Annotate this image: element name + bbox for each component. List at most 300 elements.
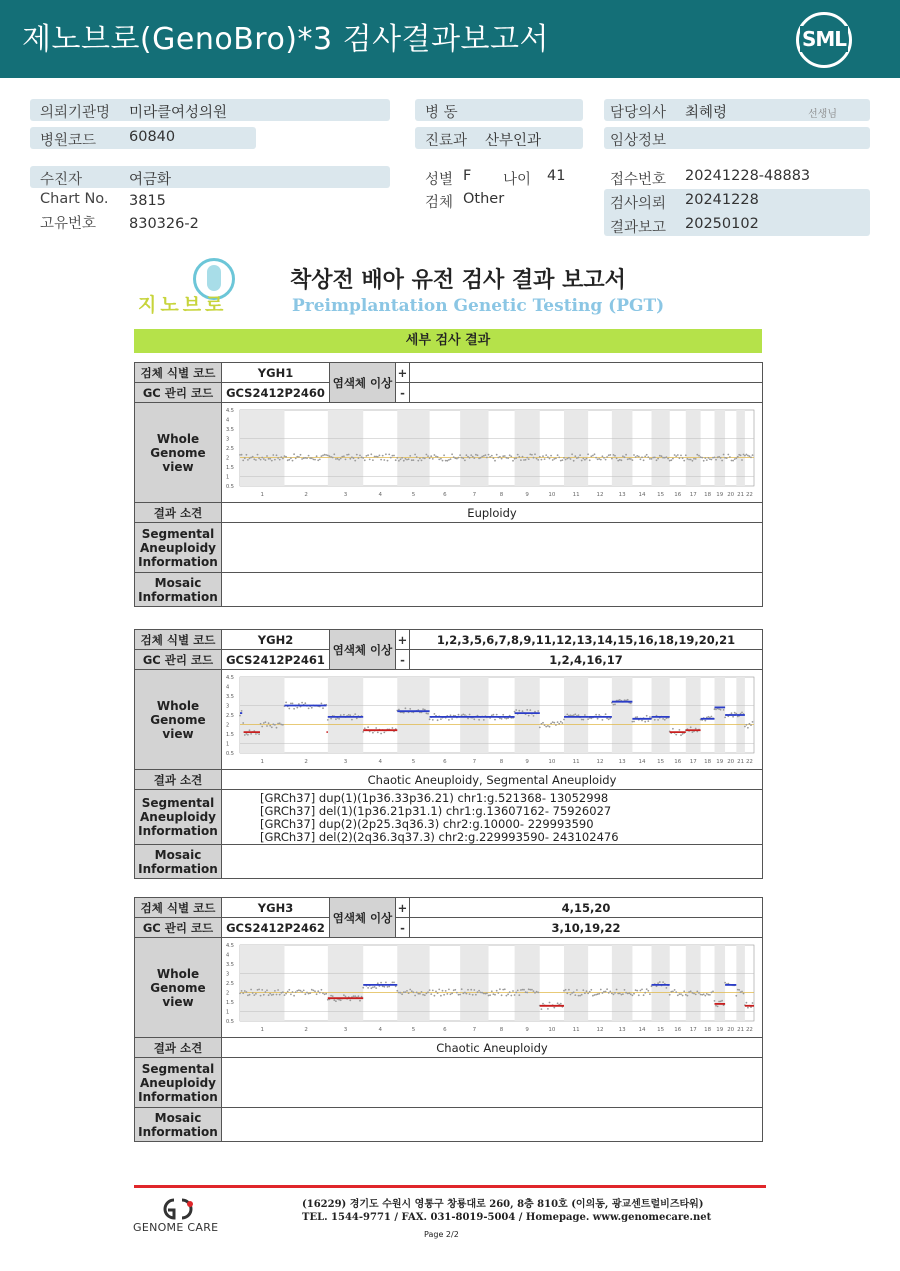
data-point bbox=[506, 717, 508, 719]
data-point bbox=[244, 457, 246, 459]
data-point bbox=[406, 990, 408, 992]
data-point bbox=[570, 458, 572, 460]
data-point bbox=[370, 453, 372, 455]
receipt-value: 20241228-48883 bbox=[685, 168, 811, 184]
chromosome-band bbox=[652, 945, 670, 1021]
data-point bbox=[296, 989, 298, 991]
request-label: 검사의뢰 bbox=[610, 196, 667, 212]
abnormality-label: 염색체 이상 bbox=[330, 363, 396, 403]
data-point bbox=[353, 995, 355, 997]
data-point bbox=[539, 726, 541, 728]
data-point bbox=[491, 454, 493, 456]
data-point bbox=[517, 453, 519, 455]
data-point bbox=[512, 990, 514, 992]
data-point bbox=[448, 459, 450, 461]
whole-genome-plot-cell bbox=[222, 670, 763, 770]
whole-genome-plot bbox=[224, 406, 757, 500]
data-point bbox=[284, 455, 286, 457]
y-tick-label: 4.5 bbox=[226, 674, 234, 681]
data-point bbox=[438, 988, 440, 990]
data-point bbox=[440, 718, 442, 720]
finding-label: 결과 소견 bbox=[135, 503, 222, 523]
data-point bbox=[666, 987, 668, 989]
data-point bbox=[679, 993, 681, 995]
data-point bbox=[724, 457, 726, 459]
x-tick-label: 19 bbox=[716, 491, 724, 498]
data-point bbox=[411, 459, 413, 461]
data-point bbox=[670, 459, 672, 461]
data-point bbox=[263, 458, 265, 460]
x-tick-label: 8 bbox=[499, 491, 504, 498]
data-point bbox=[322, 454, 324, 456]
data-point bbox=[246, 991, 248, 993]
y-tick-label: 2 bbox=[226, 722, 230, 728]
data-point bbox=[345, 995, 347, 997]
data-point bbox=[282, 457, 284, 459]
institution-value: 미라클여성의원 bbox=[129, 105, 228, 121]
data-point bbox=[488, 994, 490, 996]
data-point bbox=[459, 993, 461, 995]
report-title-english: Preimplantation Genetic Testing (PGT) bbox=[292, 296, 665, 316]
data-point bbox=[285, 992, 287, 994]
y-tick-label: 1.5 bbox=[226, 731, 234, 738]
data-point bbox=[666, 456, 668, 458]
data-point bbox=[359, 999, 361, 1001]
data-point bbox=[364, 459, 366, 461]
data-point bbox=[584, 458, 586, 460]
data-point bbox=[579, 994, 581, 996]
report-label: 결과보고 bbox=[610, 220, 667, 236]
x-tick-label: 17 bbox=[689, 491, 697, 498]
data-point bbox=[664, 718, 666, 720]
data-point bbox=[483, 455, 485, 457]
data-point bbox=[454, 457, 456, 459]
data-point bbox=[619, 458, 621, 460]
data-point bbox=[541, 458, 543, 460]
data-point bbox=[542, 455, 544, 457]
data-point bbox=[721, 999, 723, 1001]
data-point bbox=[552, 721, 554, 723]
x-tick-label: 11 bbox=[572, 758, 580, 765]
data-point bbox=[272, 454, 274, 456]
data-point bbox=[600, 988, 602, 990]
data-point bbox=[545, 454, 547, 456]
data-point bbox=[732, 715, 734, 717]
data-point bbox=[316, 455, 318, 457]
data-point bbox=[308, 454, 310, 456]
patient-value: 여금화 bbox=[129, 172, 172, 188]
data-point bbox=[541, 1008, 543, 1010]
data-point bbox=[506, 456, 508, 458]
data-point bbox=[679, 457, 681, 459]
data-point bbox=[553, 1006, 555, 1008]
data-point bbox=[549, 725, 551, 727]
data-point bbox=[638, 994, 640, 996]
finding-label: 결과 소견 bbox=[135, 770, 222, 790]
data-point bbox=[687, 994, 689, 996]
data-point bbox=[682, 994, 684, 996]
data-point bbox=[632, 459, 634, 461]
data-point bbox=[319, 991, 321, 993]
x-tick-label: 9 bbox=[525, 491, 529, 498]
data-point bbox=[712, 456, 714, 458]
chart-value: 3815 bbox=[129, 193, 166, 209]
data-point bbox=[458, 993, 460, 995]
data-point bbox=[349, 457, 351, 459]
data-point bbox=[472, 455, 474, 457]
data-point bbox=[489, 456, 491, 458]
y-tick-label: 1 bbox=[226, 474, 230, 480]
data-point bbox=[453, 456, 455, 458]
data-point bbox=[469, 456, 471, 458]
data-point bbox=[597, 717, 599, 719]
data-point bbox=[430, 455, 432, 457]
data-point bbox=[675, 455, 677, 457]
data-point bbox=[735, 994, 737, 996]
id-value: 830326-2 bbox=[129, 216, 199, 232]
data-point bbox=[422, 708, 424, 710]
data-point bbox=[578, 456, 580, 458]
data-point bbox=[507, 457, 509, 459]
data-point bbox=[581, 993, 583, 995]
data-point bbox=[553, 721, 555, 723]
data-point bbox=[544, 458, 546, 460]
data-point bbox=[424, 994, 426, 996]
data-point bbox=[419, 992, 421, 994]
data-point bbox=[483, 992, 485, 994]
data-point bbox=[354, 459, 356, 461]
data-point bbox=[265, 991, 267, 993]
y-tick-label: 3.5 bbox=[226, 426, 234, 433]
data-point bbox=[269, 992, 271, 994]
chromosome-band bbox=[515, 945, 540, 1021]
data-point bbox=[741, 711, 743, 713]
data-point bbox=[311, 706, 313, 708]
data-point bbox=[672, 727, 674, 729]
data-point bbox=[462, 457, 464, 459]
data-point bbox=[304, 993, 306, 995]
data-point bbox=[454, 988, 456, 990]
x-tick-label: 7 bbox=[472, 491, 477, 498]
data-point bbox=[683, 990, 685, 992]
data-point bbox=[432, 989, 434, 991]
chromosome-band bbox=[328, 410, 363, 486]
data-point bbox=[388, 985, 390, 987]
data-point bbox=[497, 992, 499, 994]
mosaic-label: Mosaic Information bbox=[135, 1108, 222, 1142]
data-point bbox=[427, 991, 429, 993]
data-point bbox=[499, 455, 501, 457]
data-point bbox=[478, 989, 480, 991]
loss-chromosomes: 1,2,4,16,17 bbox=[410, 650, 763, 670]
chromosome-band bbox=[240, 677, 284, 753]
data-point bbox=[450, 993, 452, 995]
data-point bbox=[290, 702, 292, 704]
doctor-label: 담당의사 bbox=[610, 105, 667, 121]
data-point bbox=[472, 993, 474, 995]
data-point bbox=[621, 459, 623, 461]
data-point bbox=[711, 458, 713, 460]
data-point bbox=[280, 991, 282, 993]
chromosome-band bbox=[686, 945, 701, 1021]
data-point bbox=[712, 990, 714, 992]
data-point bbox=[437, 992, 439, 994]
data-point bbox=[515, 457, 517, 459]
whole-genome-plot bbox=[224, 941, 757, 1035]
data-point bbox=[250, 733, 252, 735]
data-point bbox=[434, 994, 436, 996]
data-point bbox=[343, 455, 345, 457]
data-point bbox=[570, 714, 572, 716]
data-point bbox=[255, 459, 257, 461]
gain-sign: + bbox=[396, 363, 410, 383]
data-point bbox=[704, 457, 706, 459]
data-point bbox=[462, 992, 464, 994]
x-tick-label: 2 bbox=[304, 1026, 308, 1033]
data-point bbox=[576, 989, 578, 991]
data-point bbox=[379, 454, 381, 456]
data-point bbox=[636, 989, 638, 991]
data-point bbox=[261, 456, 263, 458]
y-tick-label: 1 bbox=[226, 1009, 230, 1015]
data-point bbox=[574, 713, 576, 715]
data-point bbox=[469, 713, 471, 715]
sample-block-1 bbox=[134, 362, 762, 607]
data-point bbox=[247, 459, 249, 461]
x-tick-label: 1 bbox=[260, 758, 264, 765]
data-point bbox=[534, 991, 536, 993]
data-point bbox=[400, 458, 402, 460]
data-point bbox=[442, 459, 444, 461]
data-point bbox=[329, 455, 331, 457]
data-point bbox=[382, 454, 384, 456]
data-point bbox=[338, 717, 340, 719]
sample-id-value: YGH3 bbox=[222, 898, 330, 918]
finding-value: Euploidy bbox=[222, 503, 763, 523]
data-point bbox=[523, 988, 525, 990]
plot-frame bbox=[240, 410, 754, 486]
chromosome-band bbox=[715, 945, 726, 1021]
data-point bbox=[512, 459, 514, 461]
data-point bbox=[253, 458, 255, 460]
data-point bbox=[265, 721, 267, 723]
data-point bbox=[442, 989, 444, 991]
data-point bbox=[258, 733, 260, 735]
gc-code-label: GC 관리 코드 bbox=[135, 650, 222, 670]
data-point bbox=[565, 458, 567, 460]
data-point bbox=[677, 994, 679, 996]
data-point bbox=[562, 459, 564, 461]
data-point bbox=[406, 458, 408, 460]
data-point bbox=[566, 992, 568, 994]
x-tick-label: 3 bbox=[343, 1026, 348, 1033]
data-point bbox=[284, 994, 286, 996]
data-point bbox=[586, 990, 588, 992]
data-point bbox=[239, 992, 241, 994]
data-point bbox=[321, 455, 323, 457]
data-point bbox=[690, 990, 692, 992]
data-point bbox=[485, 454, 487, 456]
data-point bbox=[720, 708, 722, 710]
doctor-value: 최혜령 bbox=[685, 105, 728, 121]
data-point bbox=[715, 458, 717, 460]
data-point bbox=[692, 992, 694, 994]
data-point bbox=[674, 989, 676, 991]
x-tick-label: 20 bbox=[727, 1026, 735, 1033]
data-point bbox=[654, 456, 656, 458]
data-point bbox=[501, 457, 503, 459]
data-point bbox=[584, 714, 586, 716]
data-point bbox=[338, 458, 340, 460]
data-point bbox=[613, 454, 615, 456]
data-point bbox=[362, 986, 364, 988]
data-point bbox=[659, 454, 661, 456]
data-point bbox=[649, 993, 651, 995]
x-tick-label: 13 bbox=[618, 1026, 626, 1033]
data-point bbox=[664, 456, 666, 458]
data-point bbox=[288, 458, 290, 460]
y-tick-label: 3 bbox=[226, 971, 230, 977]
id-label: 고유번호 bbox=[40, 216, 97, 232]
sample-id-label: 검체 식별 코드 bbox=[135, 363, 222, 383]
data-point bbox=[313, 458, 315, 460]
data-point bbox=[380, 981, 382, 983]
data-point bbox=[732, 459, 734, 461]
data-point bbox=[466, 992, 468, 994]
data-point bbox=[647, 989, 649, 991]
data-point bbox=[632, 720, 634, 722]
data-point bbox=[317, 990, 319, 992]
data-point bbox=[461, 456, 463, 458]
data-point bbox=[578, 714, 580, 716]
data-point bbox=[547, 725, 549, 727]
data-point bbox=[625, 453, 627, 455]
specimen-value: Other bbox=[463, 191, 505, 207]
data-point bbox=[687, 458, 689, 460]
data-point bbox=[359, 454, 361, 456]
data-point bbox=[426, 453, 428, 455]
data-point bbox=[353, 457, 355, 459]
data-point bbox=[614, 992, 616, 994]
x-tick-label: 15 bbox=[657, 1026, 665, 1033]
data-point bbox=[469, 993, 471, 995]
data-point bbox=[633, 454, 635, 456]
y-tick-label: 3 bbox=[226, 703, 230, 709]
data-point bbox=[632, 994, 634, 996]
data-point bbox=[470, 454, 472, 456]
data-point bbox=[611, 457, 613, 459]
data-point bbox=[343, 713, 345, 715]
chart-label: Chart No. bbox=[40, 191, 109, 207]
data-point bbox=[675, 991, 677, 993]
data-point bbox=[311, 457, 313, 459]
x-tick-label: 19 bbox=[716, 758, 724, 765]
data-point bbox=[731, 459, 733, 461]
data-point bbox=[562, 722, 564, 724]
data-point bbox=[547, 1008, 549, 1010]
data-point bbox=[293, 707, 295, 709]
data-point bbox=[746, 723, 748, 725]
data-point bbox=[693, 992, 695, 994]
data-point bbox=[269, 457, 271, 459]
data-point bbox=[749, 722, 751, 724]
data-point bbox=[332, 995, 334, 997]
data-point bbox=[450, 714, 452, 716]
data-point bbox=[749, 455, 751, 457]
data-point bbox=[401, 457, 403, 459]
data-point bbox=[287, 990, 289, 992]
gc-code-value: GCS2412P2461 bbox=[222, 650, 330, 670]
data-point bbox=[438, 458, 440, 460]
chromosome-band bbox=[715, 410, 726, 486]
data-point bbox=[321, 988, 323, 990]
data-point bbox=[435, 990, 437, 992]
x-tick-label: 9 bbox=[525, 758, 529, 765]
data-point bbox=[308, 992, 310, 994]
x-tick-label: 4 bbox=[378, 491, 382, 498]
data-point bbox=[396, 989, 398, 991]
data-point bbox=[708, 457, 710, 459]
data-point bbox=[392, 981, 394, 983]
data-point bbox=[592, 994, 594, 996]
data-point bbox=[724, 981, 726, 983]
data-point bbox=[608, 991, 610, 993]
report-title-korean: 착상전 배아 유전 검사 결과 보고서 bbox=[290, 268, 626, 293]
data-point bbox=[477, 454, 479, 456]
x-tick-label: 11 bbox=[572, 1026, 580, 1033]
data-point bbox=[246, 453, 248, 455]
data-point bbox=[276, 454, 278, 456]
data-point bbox=[335, 458, 337, 460]
data-point bbox=[488, 453, 490, 455]
x-tick-label: 15 bbox=[657, 491, 665, 498]
data-point bbox=[451, 453, 453, 455]
data-point bbox=[466, 454, 468, 456]
data-point bbox=[635, 456, 637, 458]
y-tick-label: 1.5 bbox=[226, 464, 234, 471]
data-point bbox=[274, 723, 276, 725]
data-point bbox=[622, 455, 624, 457]
data-point bbox=[313, 989, 315, 991]
x-tick-label: 11 bbox=[572, 491, 580, 498]
data-point bbox=[597, 458, 599, 460]
data-point bbox=[266, 455, 268, 457]
x-tick-label: 6 bbox=[443, 491, 447, 498]
x-tick-label: 12 bbox=[596, 1026, 604, 1033]
data-point bbox=[582, 457, 584, 459]
data-point bbox=[372, 986, 374, 988]
data-point bbox=[574, 455, 576, 457]
genome-care-logo-icon bbox=[156, 1196, 200, 1222]
data-point bbox=[413, 459, 415, 461]
data-point bbox=[257, 453, 259, 455]
data-point bbox=[387, 986, 389, 988]
x-tick-label: 4 bbox=[378, 1026, 382, 1033]
data-point bbox=[300, 989, 302, 991]
sample-block-2 bbox=[134, 629, 762, 879]
segmental-label: Segmental Aneuploidy Information bbox=[135, 523, 222, 573]
gc-code-value: GCS2412P2462 bbox=[222, 918, 330, 938]
data-point bbox=[383, 985, 385, 987]
data-point bbox=[608, 454, 610, 456]
data-point bbox=[253, 994, 255, 996]
data-point bbox=[427, 712, 429, 714]
data-point bbox=[711, 715, 713, 717]
chromosome-band bbox=[397, 677, 429, 753]
segmental-line: [GRCh37] del(2)(2q36.3q37.3) chr2:g.229993590- 243102476 bbox=[260, 830, 619, 844]
data-point bbox=[301, 458, 303, 460]
data-point bbox=[266, 725, 268, 727]
